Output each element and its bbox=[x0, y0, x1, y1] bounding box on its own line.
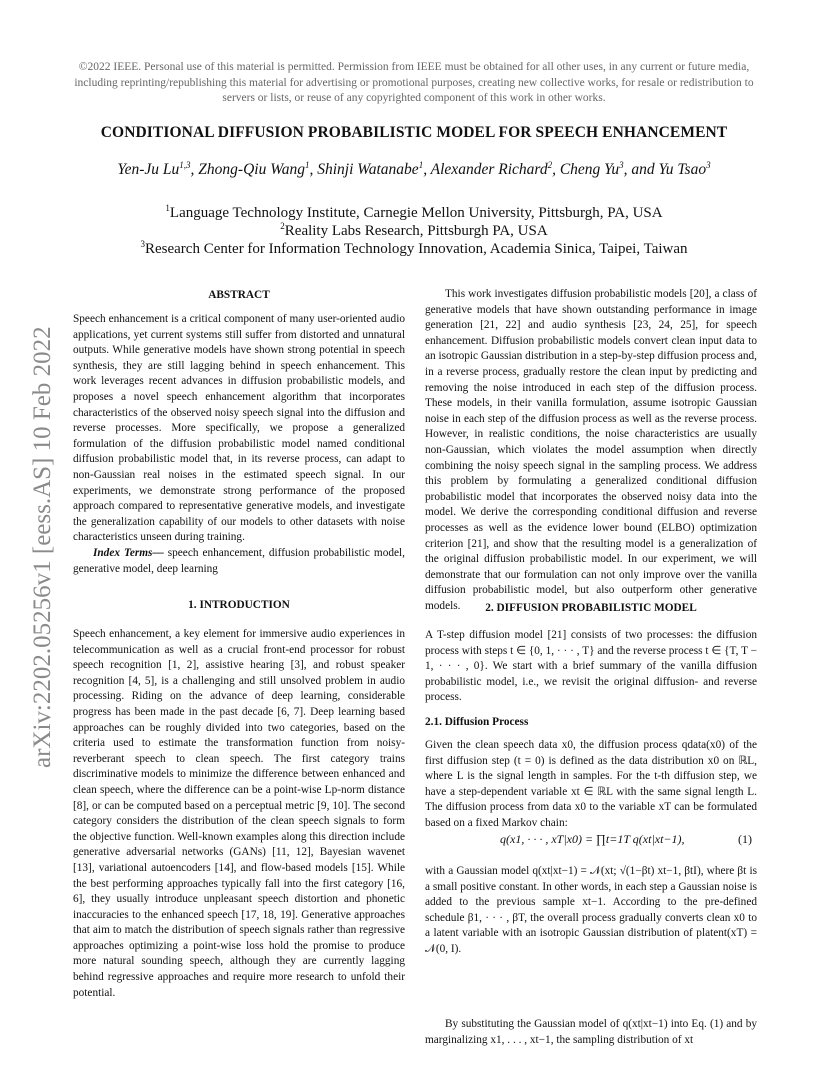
affiliation-2: $^2$Reality Labs Research, Pittsburgh PA, USA bbox=[280, 221, 548, 239]
introduction-heading: 1. INTRODUCTION bbox=[188, 599, 290, 611]
equation-number: (1) bbox=[738, 832, 752, 846]
subsection-text: Given the clean speech data x0, the diffusion process qdata(x0) of the first diffusion step (t = 0) is defined as the data distribution x0 on ℝL, where L is the signal length in samples. For the t-th diffusion step, we have a step-dependent variable xt ∈ ℝL with the same signal length L. The diffusion process from data x0 to the variable xT can be formulated based on a fixed Markov chain: bbox=[425, 739, 757, 829]
paper-title: CONDITIONAL DIFFUSION PROBABILISTIC MODEL FOR SPEECH ENHANCEMENT bbox=[100, 124, 728, 141]
arxiv-id-text: arXiv:2202.05256v1 [eess.AS] 10 Feb 2022 bbox=[29, 326, 56, 768]
section2-heading: 2. DIFFUSION PROBABILISTIC MODEL bbox=[485, 602, 697, 614]
last-paragraph: By substituting the Gaussian model of q(xt|xt−1) into Eq. (1) and by marginalizing x1, . . . , xt−1, the sampling distribution of xt bbox=[425, 1018, 757, 1046]
section2-text: A T-step diffusion model [21] consists of two processes: the diffusion process with steps t ∈ {0, 1, · · · , T} and the reverse process t ∈ {T, T − 1, · · · , 0}. We start with a brief summary of the vanilla diffusion probabilistic model, i.e., we revisit the original diffusion- and reverse process. bbox=[425, 629, 757, 704]
index-terms-label: Index Terms— bbox=[93, 547, 164, 559]
abstract-heading: ABSTRACT bbox=[208, 289, 270, 301]
equation-1: q(x1, · · · , xT|x0) = ∏t=1T q(xt|xt−1), bbox=[500, 832, 685, 846]
after-equation-text: with a Gaussian model q(xt|xt−1) = 𝒩(xt; √(1−βt) xt−1, βtI), where βt is a small positive constant. In other words, in each step a Gaussian noise is added to the previous sample xt−1. According to the pre-defined schedule β1, · · · , βT, the overall process gradually converts clean x0 to a latent variable with an isotropic Gaussian distribution of platent(xT) = 𝒩(0, I). bbox=[425, 865, 757, 955]
affiliation-1: $^1$Language Technology Institute, Carnegie Mellon University, Pittsburgh, PA, USA bbox=[165, 203, 663, 221]
author-list: Yen-Ju Lu$^{1,3}$, Zhong-Qiu Wang$^1$, Shinji Watanabe$^1$, Alexander Richard$^2$, Cheng Yu$^3$, and Yu Tsao$^3$ bbox=[117, 160, 711, 179]
subsection-heading: 2.1. Diffusion Process bbox=[425, 716, 529, 728]
abstract-text: Speech enhancement is a critical component of many user-oriented audio applications, yet current systems still suffer from distorted and unnatural outputs. While generative models have shown strong potential in speech synthesis, they are still lagging behind in speech enhancement. This work leverages recent advances in diffusion probabilistic models, and proposes a novel speech enhancement algorithm that incorporates characteristics of the observed noisy speech signal into the diffusion and reverse processes. More specifically, we propose a generalized formulation of the diffusion probabilistic model named conditional diffusion probabilistic model that, in its reverse process, can adapt to non-Gaussian real noises in the estimated speech signal. In our experiments, we demonstrate strong performance of the proposed approach compared to representative generative models, and investigate the generalization capability of our models to other datasets with noise characteristics unseen during training. bbox=[73, 313, 405, 544]
index-terms bbox=[73, 546, 405, 577]
index-terms-text: speech enhancement, diffusion probabilistic model, generative model, deep learning bbox=[73, 547, 405, 575]
arxiv-sidebar-id bbox=[18, 278, 58, 778]
right-paragraph-1: This work investigates diffusion probabilistic models [20], a class of generative models that have shown outstanding performance in image generation [21, 22] and audio synthesis [23, 24, 25], for speech enhancement. Diffusion probabilistic models convert clean input data to an isotropic Gaussian distribution in a step-by-step diffusion process and, in a reverse process, gradually restore the clean input by predicting and removing the noise introduced in each step of the diffusion process. These models, in their vanilla formulation, assume isotropic Gaussian noise in each step of the diffusion process as well as the reverse process. However, in realistic conditions, the noise characteristics are usually non-Gaussian, which violates the model assumption when directly combining the noisy speech signal in the sampling process. We address this problem by formulating a generalized conditional diffusion probabilistic model that incorporates the observed noisy data into the model. We derive the corresponding conditional diffusion and reverse processes as well as the evidence lower bound (ELBO) optimization criterion [21], and show that the resulting model is a generalization of the original diffusion probabilistic model. In our experiment, we will demonstrate that our formulation can not only improve over the vanilla diffusion probabilistic model, but also outperform other generative models. bbox=[425, 288, 757, 612]
introduction-text: Speech enhancement, a key element for immersive audio experiences in telecommunication as well as a crucial front-end processor for robust speech recognition [1, 2], assistive hearing [3], and robust speaker recognition [4, 5], is a challenging and still unsolved problem in audio processing. Riding on the advance of deep learning, considerable progress has been made in the past decade [6, 7]. Deep learning based approaches can be roughly divided into two categories, based on the criteria used to estimate the transformation function from noisy-reverberant speech to clean speech. The first category trains discriminative models to minimize the difference between enhanced and clean speech, where the difference can be a point-wise Lp-norm distance [8], or can be computed based on a perceptual metric [9, 10]. The second category considers the distribution of the clean speech signals to form the objective function. Well-known examples along this direction include generative adversarial networks (GANs) [11, 12], Bayesian wavenet [13], variational autoencoders [14], and flow-based models [15]. While the best performing approaches typically fall into the first category [16, 6], they usually introduce unpleasant speech distortion and phonetic inaccuracies to the enhanced speech [17, 18, 19]. Generative approaches that aim to match the distribution of speech signals rather than regressive approaches optimizing a point-wise loss hold the promise to produce more natural sounding speech, although they are currently lagging behind regressive approaches and require more research to unfold their potential. bbox=[73, 628, 405, 999]
copyright-notice: ©2022 IEEE. Personal use of this material is permitted. Permission from IEEE must be obtained for all other uses, in any current or future media, including reprinting/republishing this material for advertising or promotional purposes, creating new collective works, for resale or redistribution to servers or lists, or reuse of any copyrighted component of this work in other works. bbox=[74, 61, 754, 104]
affiliation-3: $^3$Research Center for Information Technology Innovation, Academia Sinica, Taipei, Taiwan bbox=[140, 239, 688, 257]
